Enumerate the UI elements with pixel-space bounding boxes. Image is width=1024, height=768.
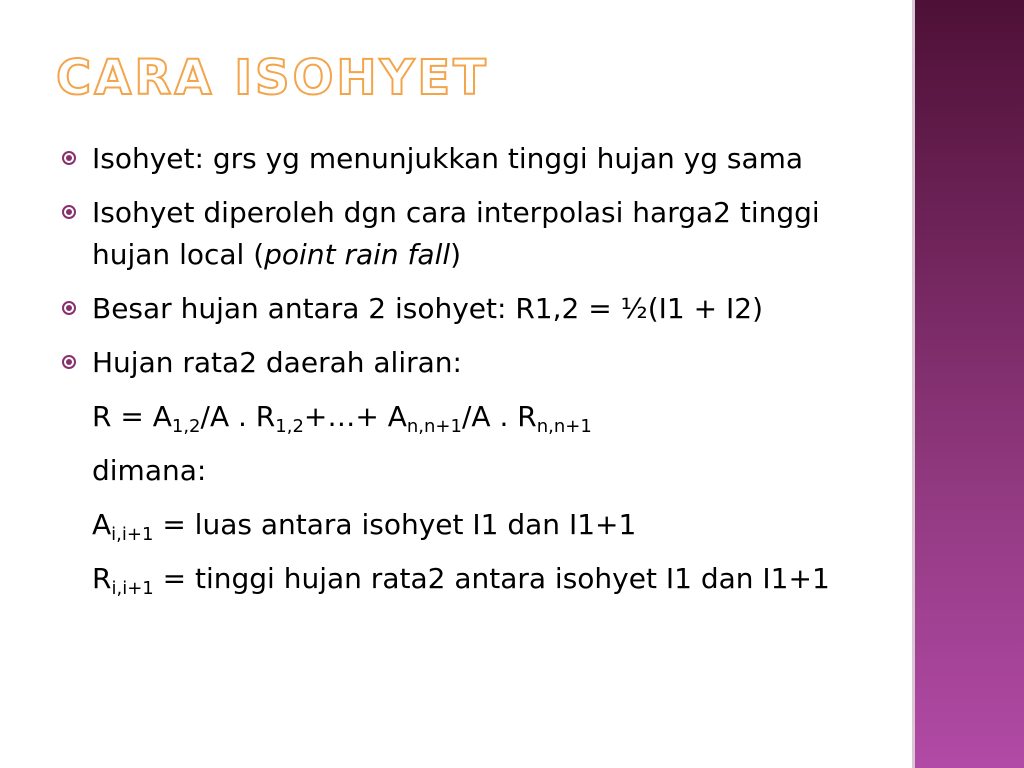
dimana-line: dimana:: [92, 454, 207, 487]
bullet-item: [60, 138, 880, 180]
bullet-item: [60, 288, 880, 330]
bullet-italic-text: point rain fall: [264, 238, 451, 271]
bullet-text: ): [450, 238, 462, 271]
definition-r: $R_{i,i+1}$ = tinggi hujan rata2 antara isohyet I1 dan I1+1: [92, 562, 830, 599]
radio-bullet-icon: [62, 301, 76, 315]
radio-bullet-icon: [62, 205, 76, 219]
bullet-text: Isohyet: grs yg menunjukkan tinggi hujan yg sama: [92, 142, 804, 175]
slide-title: CARA ISOHYET: [56, 50, 489, 106]
bullet-text: Isohyet diperoleh dgn cara interpolasi harga2 tinggi hujan local (: [92, 196, 820, 271]
radio-bullet-icon: [62, 151, 76, 165]
formula-line: $R = A_{1,2}/A$ . $R_{1,2}+\dots+ A_{n,n+1}/A$ . $R_{n,n+1}$: [92, 400, 592, 437]
bullet-item: [60, 342, 880, 384]
slide-content: [60, 138, 880, 600]
definition-a: $A_{i,i+1}$ = luas antara isohyet I1 dan I1+1: [92, 508, 637, 545]
radio-bullet-icon: [62, 355, 76, 369]
side-decoration-band: [912, 0, 1024, 768]
bullet-item: [60, 192, 880, 276]
bullet-text: Hujan rata2 daerah aliran:: [92, 346, 462, 379]
bullet-text: Besar hujan antara 2 isohyet: R1,2 = ½(I1 + I2): [92, 292, 763, 325]
